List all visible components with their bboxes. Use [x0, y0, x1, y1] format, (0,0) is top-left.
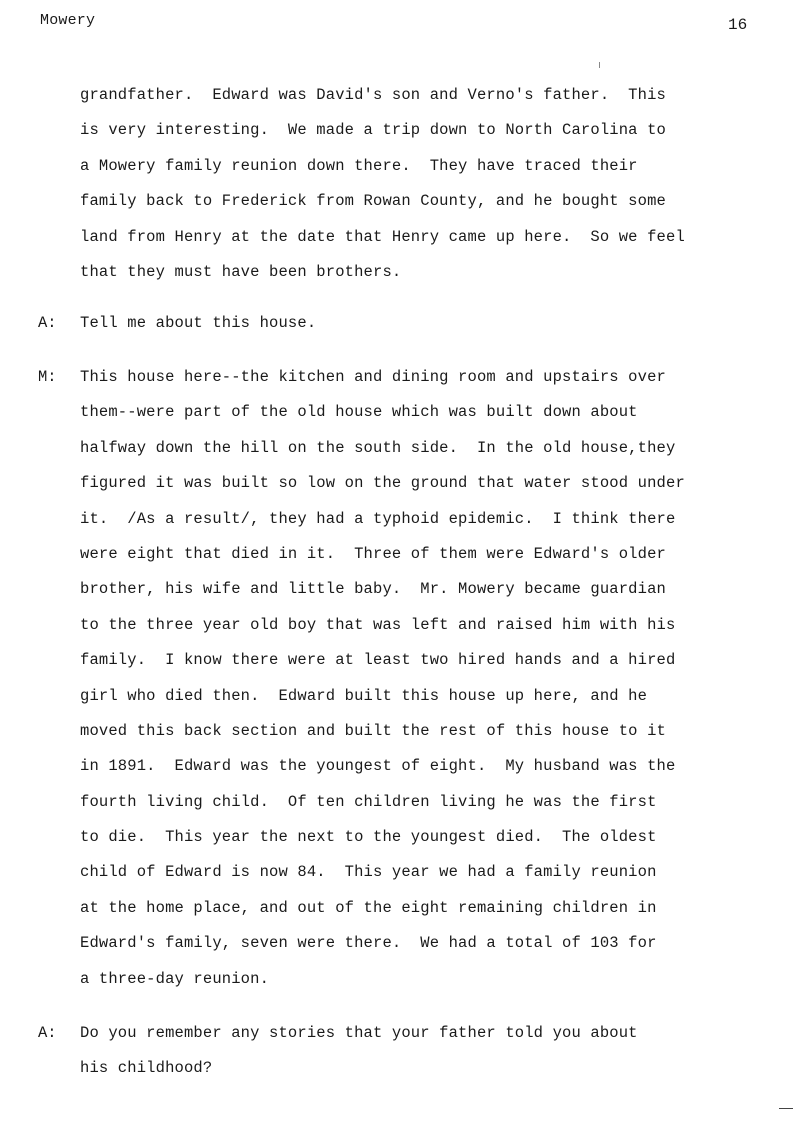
- block-lines: [80, 306, 780, 341]
- text-line: grandfather. Edward was David's son and Verno's father. This: [80, 86, 666, 104]
- text-line: it. /As a result/, they had a typhoid epidemic. I think there: [80, 509, 676, 528]
- text-line: a three-day reunion.: [80, 969, 270, 988]
- page-number: 16: [728, 16, 748, 34]
- text-line: at the home place, and out of the eight remaining children in: [80, 898, 657, 917]
- text-line: were eight that died in it. Three of them were Edward's older: [80, 544, 666, 563]
- text-line: girl who died then. Edward built this house up here, and he: [80, 686, 648, 705]
- text-line: family back to Frederick from Rowan County, and he bought some: [80, 192, 666, 211]
- text-line: them--were part of the old house which was built down about: [80, 403, 638, 422]
- text-line: family. I know there were at least two hired hands and a hired: [80, 651, 676, 670]
- text-line: is very interesting. We made a trip down to North Carolina to: [80, 121, 666, 140]
- text-line: that they must have been brothers.: [80, 262, 402, 281]
- text-line: land from Henry at the date that Henry came up here. So we feel: [80, 227, 685, 246]
- block-lines: [80, 360, 780, 997]
- block-lines: [80, 1016, 780, 1087]
- text-line: in 1891. Edward was the youngest of eight. My husband was the: [80, 757, 676, 776]
- text-line: halfway down the hill on the south side. In the old house,they: [80, 438, 676, 457]
- text-line: to the three year old boy that was left and raised him with his: [80, 615, 676, 634]
- margin-dash: [779, 1108, 793, 1109]
- speaker-label: M:: [38, 368, 57, 386]
- text-line: Edward's family, seven were there. We had a total of 103 for: [80, 934, 657, 953]
- text-line: to die. This year the next to the youngest died. The oldest: [80, 828, 657, 847]
- text-line: figured it was built so low on the ground that water stood under: [80, 474, 685, 493]
- header-name: Mowery: [40, 12, 96, 29]
- text-line: This house here--the kitchen and dining room and upstairs over: [80, 368, 666, 386]
- block-lines: [80, 78, 780, 290]
- text-line: brother, his wife and little baby. Mr. Mowery became guardian: [80, 580, 666, 599]
- text-line: Tell me about this house.: [80, 314, 317, 332]
- text-line: his childhood?: [80, 1059, 213, 1078]
- speaker-label: A:: [38, 1024, 57, 1042]
- text-line: a Mowery family reunion down there. They have traced their: [80, 156, 638, 175]
- text-line: child of Edward is now 84. This year we had a family reunion: [80, 863, 657, 882]
- text-line: moved this back section and built the rest of this house to it: [80, 721, 666, 740]
- text-line: fourth living child. Of ten children living he was the first: [80, 792, 657, 811]
- speaker-label: A:: [38, 314, 57, 332]
- stray-mark: [599, 62, 600, 68]
- text-line: Do you remember any stories that your father told you about: [80, 1024, 638, 1042]
